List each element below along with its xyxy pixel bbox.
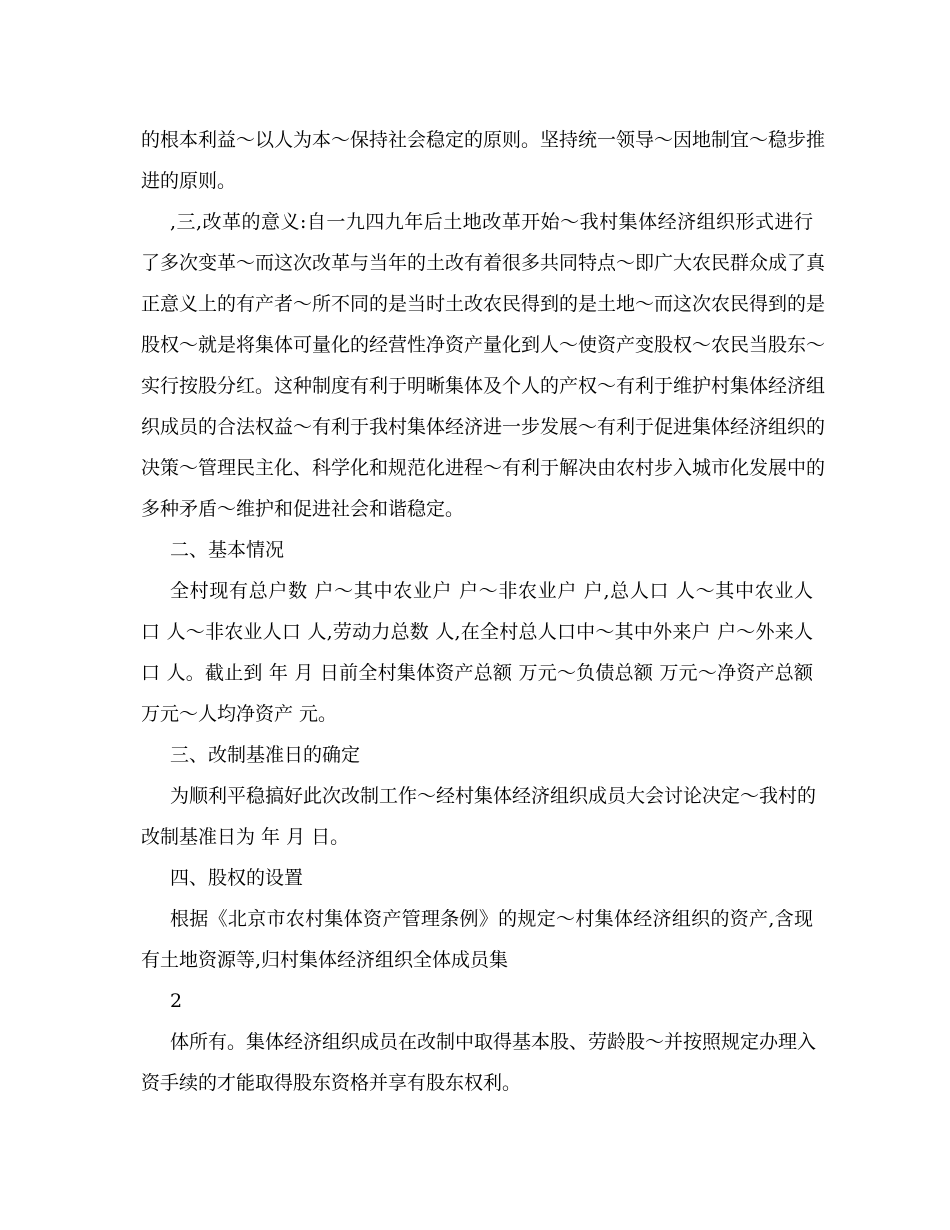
- page-number: 2: [170, 990, 183, 1012]
- paragraph-line: 股权～就是将集体可量化的经营性净资产量化到人～使资产变股权～农民当股东～: [141, 334, 826, 356]
- section-heading: 四、股权的设置: [170, 867, 304, 889]
- section-heading: 三、改制基准日的确定: [170, 744, 361, 766]
- paragraph-line: 改制基准日为 年 月 日。: [141, 826, 350, 848]
- paragraph-line: 正意义上的有产者～所不同的是当时土改农民得到的是土地～而这次农民得到的是: [141, 293, 826, 315]
- paragraph-line: 体所有。集体经济组织成员在改制中取得基本股、劳龄股～并按照规定办理入: [170, 1031, 817, 1053]
- paragraph-line: 万元～人均净资产 元。: [141, 703, 338, 725]
- paragraph-line: 口 人～非农业人口 人,劳动力总数 人,在全村总人口中～其中外来户 户～外来人: [141, 621, 813, 643]
- paragraph-line: 有土地资源等,归村集体经济组织全体成员集: [141, 949, 509, 971]
- paragraph-line: 全村现有总户数 户～其中农业户 户～非农业户 户,总人口 人～其中农业人: [170, 580, 813, 602]
- paragraph-line: 实行按股分红。这种制度有利于明晰集体及个人的产权～有利于维护村集体经济组: [141, 375, 826, 397]
- paragraph-line: 织成员的合法权益～有利于我村集体经济进一步发展～有利于促进集体经济组织的: [141, 416, 826, 438]
- paragraph-line: 决策～管理民主化、科学化和规范化进程～有利于解决由农村步入城市化发展中的: [141, 457, 826, 479]
- section-heading: 二、基本情况: [170, 539, 285, 561]
- paragraph-line: 多种矛盾～维护和促进社会和谐稳定。: [141, 498, 465, 520]
- paragraph-line: 资手续的才能取得股东资格并享有股东权利。: [141, 1072, 522, 1094]
- paragraph-line: 为顺利平稳搞好此次改制工作～经村集体经济组织成员大会讨论决定～我村的: [170, 785, 817, 807]
- paragraph-line: 的根本利益～以人为本～保持社会稳定的原则。坚持统一领导～因地制宜～稳步推: [141, 129, 826, 151]
- paragraph-line: 了多次变革～而这次改革与当年的土改有着很多共同特点～即广大农民群众成了真: [141, 252, 826, 274]
- paragraph-line: 口 人。截止到 年 月 日前全村集体资产总额 万元～负债总额 万元～净资产总额: [141, 662, 813, 684]
- paragraph-line: 根据《北京市农村集体资产管理条例》的规定～村集体经济组织的资产,含现: [170, 908, 813, 930]
- paragraph-line: 进的原则。: [141, 170, 237, 192]
- paragraph-line: ,三,改革的意义:自一九四九年后土地改革开始～我村集体经济组织形式进行: [170, 211, 813, 233]
